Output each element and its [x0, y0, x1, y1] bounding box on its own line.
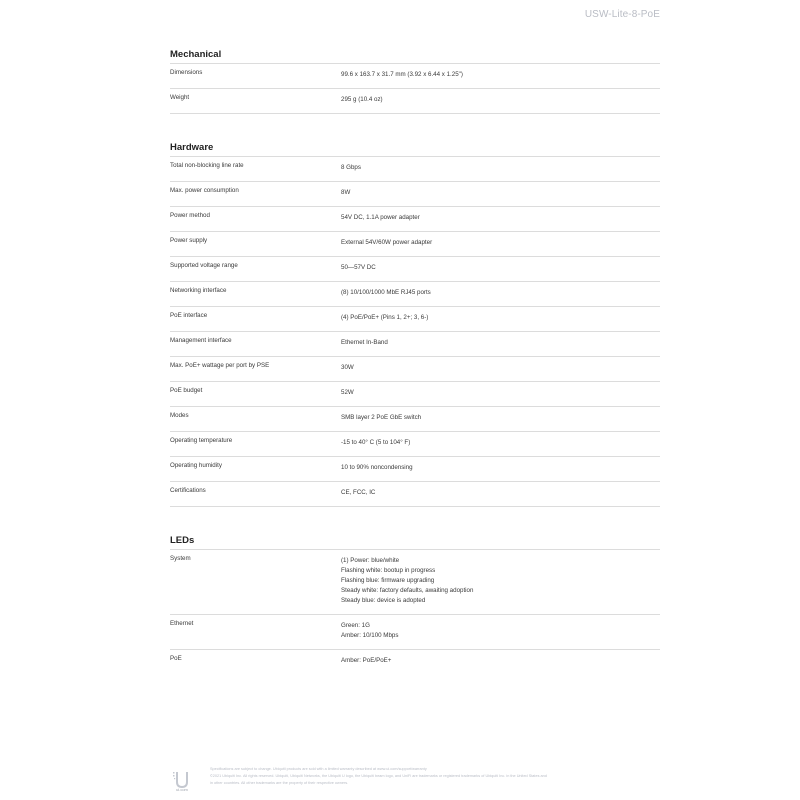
section-hardware: [170, 139, 660, 507]
spec-value: CE, FCC, IC: [341, 489, 376, 496]
spec-value: (4) PoE/PoE+ (Pins 1, 2+; 3, 6-): [341, 314, 429, 321]
led-line: Steady blue: device is adopted: [341, 597, 426, 604]
spec-label: Max. power consumption: [170, 187, 239, 194]
legal-line: in other countries. All other trademarks are the property of their respective owners.: [210, 781, 349, 785]
spec-row: [170, 482, 660, 507]
spec-label: Weight: [170, 94, 190, 101]
spec-value: 99.6 x 163.7 x 31.7 mm (3.92 x 6.44 x 1.25"): [341, 71, 463, 78]
spec-value: 50—57V DC: [341, 264, 376, 271]
section-leds: [170, 532, 660, 674]
led-line: Flashing white: bootup in progress: [341, 567, 436, 574]
led-line: Flashing blue: firmware upgrading: [341, 577, 435, 584]
spec-value: SMB layer 2 PoE GbE switch: [341, 414, 422, 421]
spec-label: PoE: [170, 655, 182, 662]
spec-row: [170, 407, 660, 432]
section-title: Hardware: [170, 139, 660, 157]
spec-row: [170, 432, 660, 457]
spec-row: [170, 207, 660, 232]
spec-label: Total non-blocking line rate: [170, 162, 244, 169]
spec-label: Supported voltage range: [170, 262, 238, 269]
spec-label: PoE budget: [170, 387, 203, 394]
page-footer: [172, 766, 652, 796]
spec-value: [341, 550, 660, 614]
spec-label: PoE interface: [170, 312, 208, 319]
spec-label: Management interface: [170, 337, 232, 344]
legal-line: ©2021 Ubiquiti Inc. All rights reserved. Ubiquiti, Ubiquiti Networks, the Ubiquiti U logo, the Ubiquiti beam logo, and UniFi are trademarks or registered trademarks of Ubiquiti Inc. in the United States and: [210, 774, 547, 778]
spec-row: [170, 257, 660, 282]
section-mechanical: [170, 46, 660, 114]
spec-label: Operating temperature: [170, 437, 233, 444]
spec-label: Dimensions: [170, 69, 203, 76]
legal-line: Specifications are subject to change. Ubiquiti products are sold with a limited warranty described at www.ui.com/support/warranty: [210, 767, 427, 771]
spec-label: Power supply: [170, 237, 208, 244]
spec-value: Ethernet In-Band: [341, 339, 388, 346]
spec-row: [170, 357, 660, 382]
spec-row-poe-led: [170, 650, 660, 674]
spec-row-ethernet-led: [170, 615, 660, 650]
spec-value: 30W: [341, 364, 354, 371]
spec-row: [170, 382, 660, 407]
spec-row: [170, 157, 660, 182]
led-line: Amber: 10/100 Mbps: [341, 632, 399, 639]
spec-label: Modes: [170, 412, 189, 419]
spec-value: 295 g (10.4 oz): [341, 96, 383, 103]
legal-text: [210, 766, 650, 787]
spec-label: Operating humidity: [170, 462, 222, 469]
spec-value: -15 to 40° C (5 to 104° F): [341, 439, 411, 446]
spec-row: [170, 182, 660, 207]
section-title: LEDs: [170, 532, 660, 550]
spec-value: 54V DC, 1.1A power adapter: [341, 214, 420, 221]
spec-value: 52W: [341, 389, 354, 396]
spec-value: 10 to 90% noncondensing: [341, 464, 413, 471]
spec-row: [170, 282, 660, 307]
spec-content: [170, 46, 660, 699]
spec-row: [170, 457, 660, 482]
led-line: Steady white: factory defaults, awaiting adoption: [341, 587, 474, 594]
spec-row-weight: [170, 89, 660, 114]
logo-text: ui.com: [176, 787, 188, 792]
led-line: (1) Power: blue/white: [341, 557, 400, 564]
led-line: Green: 1G: [341, 622, 370, 629]
spec-row: [170, 232, 660, 257]
spec-row: [170, 307, 660, 332]
led-line: Amber: PoE/PoE+: [341, 657, 392, 664]
spec-label: Networking interface: [170, 287, 227, 294]
section-title: Mechanical: [170, 46, 660, 64]
spec-value: [341, 650, 660, 674]
spec-row: [170, 332, 660, 357]
document-title: USW-Lite-8-PoE: [584, 9, 660, 20]
spec-label: System: [170, 555, 191, 562]
spec-label: Certifications: [170, 487, 206, 494]
spec-label: Power method: [170, 212, 210, 219]
spec-row-system-led: [170, 550, 660, 615]
spec-value: 8 Gbps: [341, 164, 361, 171]
spec-value: [341, 615, 660, 649]
spec-label: Ethernet: [170, 620, 194, 627]
spec-value: External 54V/60W power adapter: [341, 239, 433, 246]
spec-value: (8) 10/100/1000 MbE RJ45 ports: [341, 289, 431, 296]
spec-label: Max. PoE+ wattage per port by PSE: [170, 362, 270, 369]
spec-row-dimensions: [170, 64, 660, 89]
spec-value: 8W: [341, 189, 351, 196]
